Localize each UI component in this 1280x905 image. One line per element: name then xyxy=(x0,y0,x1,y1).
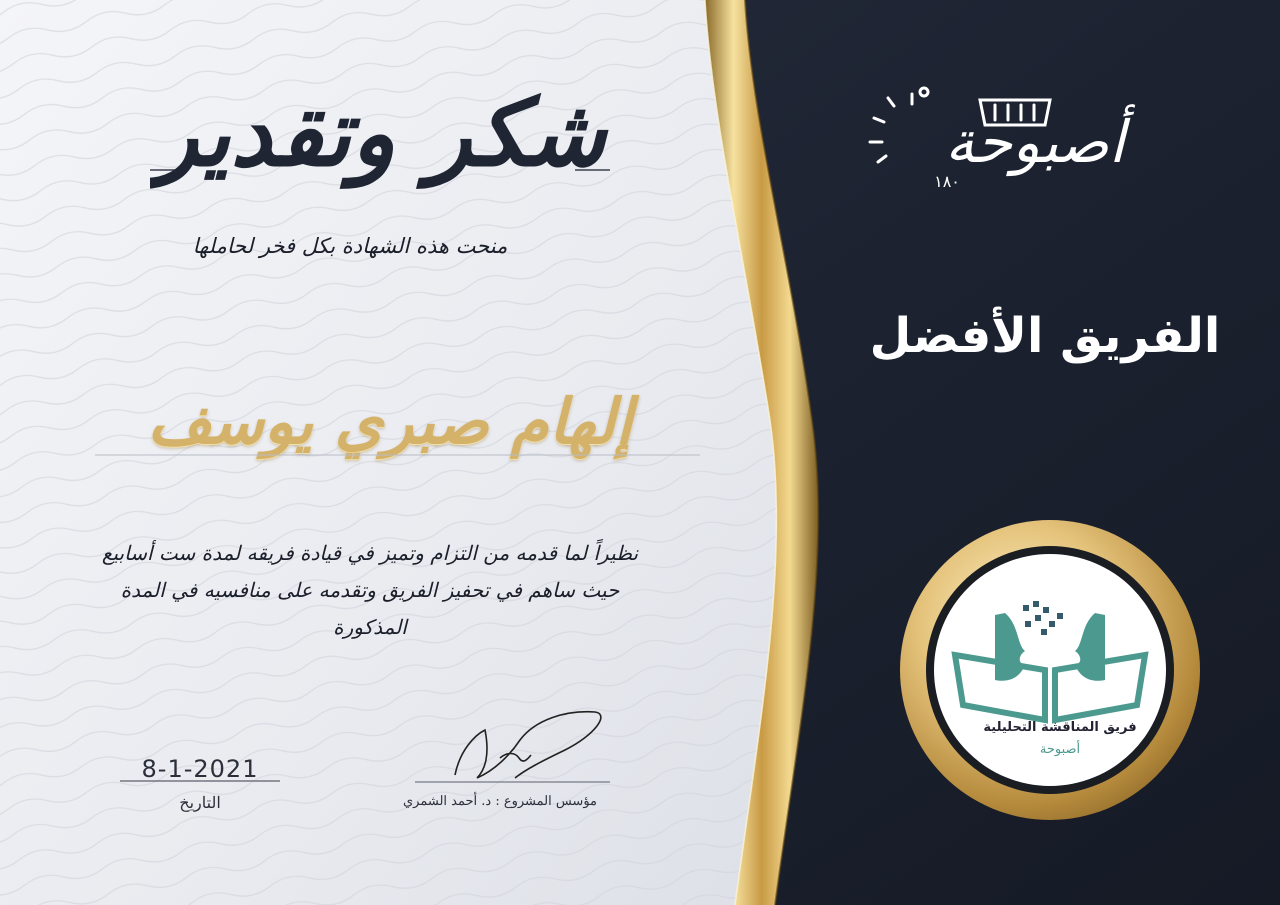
date-label: التاريخ xyxy=(179,793,221,812)
certificate-title xyxy=(150,30,610,220)
recipient-name: إلهام صبري يوسف xyxy=(147,385,633,458)
award-seal xyxy=(885,505,1215,835)
logo-text: أصبوحة xyxy=(945,108,1125,176)
date-value: 8-1-2021 xyxy=(141,755,259,783)
signature xyxy=(415,700,615,795)
body-line-1: نظيراً لما قدمه من التزام وتميز في قيادة فريقه لمدة ست أسابيع xyxy=(101,541,639,565)
body-line-2: حيث ساهم في تحفيز الفريق وتقدمه على منافسيه في المدة xyxy=(120,578,620,602)
presented-line: منحت هذه الشهادة بكل فخر لحاملها xyxy=(192,234,508,258)
seal-brand-name: أصبوحة xyxy=(1039,742,1081,757)
recipient-underline xyxy=(95,452,700,458)
body-line-3: المذكورة xyxy=(333,615,407,639)
certificate-body xyxy=(90,535,650,646)
founder-label: مؤسس المشروع : د. أحمد الشمري xyxy=(402,794,598,809)
title-ornament xyxy=(150,30,610,220)
seal-team-name: فريق المناقشة التحليلية xyxy=(983,720,1137,735)
brand-logo xyxy=(860,80,1200,200)
title-text: شكر وتقدير xyxy=(154,79,606,187)
award-title: الفريق الأفضل xyxy=(869,308,1221,364)
logo-number: ١٨٠ xyxy=(934,172,960,191)
